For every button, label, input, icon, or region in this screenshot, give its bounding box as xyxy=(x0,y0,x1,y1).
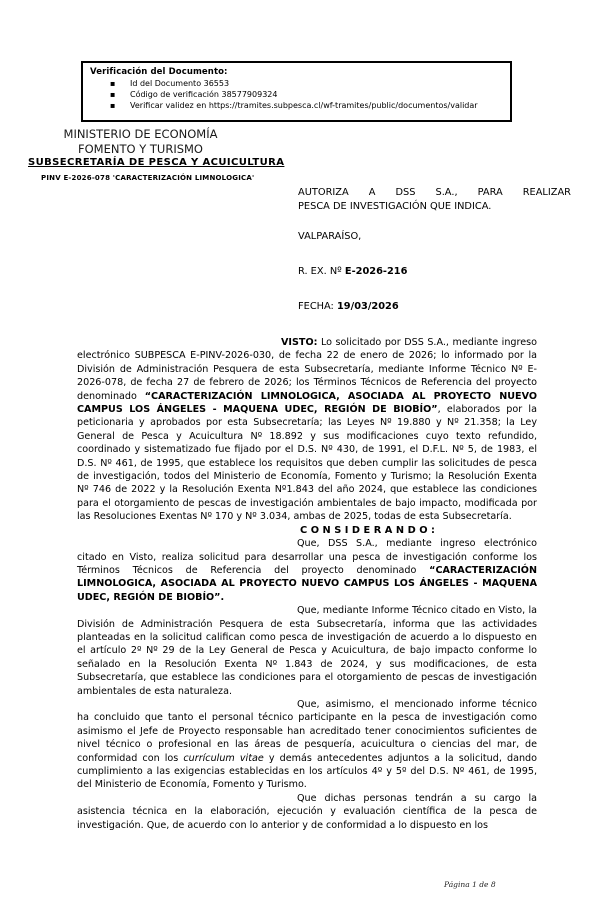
document-body xyxy=(77,336,537,832)
project-reference: PINV E-2026-078 'CARACTERIZACIÓN LIMNOLOGICA' xyxy=(41,174,255,182)
considerando-paragraph-3 xyxy=(77,698,537,792)
verification-title: Verificación del Documento: xyxy=(90,67,228,77)
considerando-p3-text-1: Que, asimismo, el mencionado informe técnico ha concluido que tanto el personal técnico participante en la pesca de investigación como asimismo el Jefe de Proyecto responsable han acreditado tener conocimientos suficientes de nivel técnico o profesional en las áreas de pesquería, acuicultura o ciencias del mar, de conformidad con los xyxy=(77,698,537,764)
considerando-paragraph-1 xyxy=(77,537,537,604)
department-title: SUBSECRETARÍA DE PESCA Y ACUICULTURA xyxy=(28,157,285,168)
considerando-p3-text-2: y demás antecedentes adjuntos a la solicitud, dando cumplimiento a las exigencias establecidas en los artículos 4º y 5º del D.S. Nº 461, de 1995, del Ministerio de Economía, Fomento y Turismo. xyxy=(77,752,537,791)
resolution-number-line xyxy=(298,266,407,277)
resolution-label: R. EX. Nº xyxy=(298,266,345,277)
visto-label: VISTO: xyxy=(281,337,318,348)
visto-paragraph xyxy=(77,336,537,524)
visto-project-name: “CARACTERIZACIÓN LIMNOLOGICA, ASOCIADA AL PROYECTO NUEVO CAMPUS LOS ÁNGELES - MAQUENA UDEC, REGIÓN DE BIOBÍO” xyxy=(77,390,538,416)
city-line: VALPARAÍSO, xyxy=(298,231,362,242)
curriculum-vitae-italic: currículum vitae xyxy=(183,752,264,764)
considerando-heading: CONSIDERANDO: xyxy=(300,524,439,536)
visto-text-1: Lo solicitado por DSS S.A., mediante ingreso electrónico SUBPESCA E-PINV-2026-030, de fecha 22 de enero de 2026; lo informado por la División de Administración Pesquera de esta Subsecretaría, mediante Informe Técnico Nº E-2026-078, de fecha 27 de febrero de 2026; los Términos Técnicos de Referencia del proyecto denominado xyxy=(77,337,537,402)
visto-text-2: , elaborados por la peticionaria y aprobados por esta Subsecretaría; las Leyes Nº 19.880 y Nº 21.358; la Ley General de Pesca y Acuicultura Nº 18.892 y sus modificaciones cuyo texto refundido, coordinado y sistematizado fue fijado por el D.S. Nº 430, de 1991, el D.F.L. Nº 5, de 1983, el D.S. Nº 461, de 1995, que establece los requisitos que deben cumplir las solicitudes de pesca de investigación, todos del Ministerio de Economía, Fomento y Turismo; la Resolución Exenta Nº 746 de 2022 y la Resolución Exenta Nº1.843 del año 2024, que establece las condiciones para el otorgamiento de pescas de investigación ambientales de bajo impacto, modificada por las Resoluciones Exentas Nº 170 y Nº 3.034, ambas de 2025, todas de esta Subsecretaría. xyxy=(77,404,537,523)
verification-item-document-id: ▪ Id del Documento 36553 xyxy=(130,78,504,89)
ministry-letterhead xyxy=(63,127,218,157)
verification-list xyxy=(83,78,510,111)
page-number-indicator: Página 1 de 8 xyxy=(444,880,496,889)
considerando-paragraph-2: Que, mediante Informe Técnico citado en Visto, la División de Administración Pesquera de esta Subsecretaría, informa que las actividades planteadas en la solicitud califican como pesca de investigación de acuerdo a lo dispuesto en el artículo 2º Nº 29 de la Ley General de Pesca y Acuicultura, de bajo impacto conforme lo señalado en la Resolución Exenta Nº 1.843 de 2024, y sus modificaciones, de esta Subsecretaría, que establece las condiciones para el otorgamiento de pescas de investigación ambientales de esta naturaleza. xyxy=(77,605,537,697)
verification-item-validate-url: ▪ Verificar validez en https://tramites.subpesca.cl/wf-tramites/public/documentos/validar xyxy=(130,100,504,111)
ministry-line2: FOMENTO Y TURISMO xyxy=(78,142,203,156)
date-label: FECHA: xyxy=(298,301,337,312)
ministry-line1: MINISTERIO DE ECONOMÍA xyxy=(63,127,218,141)
date-value: 19/03/2026 xyxy=(336,301,399,312)
date-line xyxy=(298,301,399,312)
subject-block xyxy=(298,186,571,213)
subject-line1: AUTORIZA A DSS S.A., PARA REALIZAR xyxy=(298,187,571,198)
verification-box xyxy=(81,61,512,122)
considerando-paragraph-4: Que dichas personas tendrán a su cargo la asistencia técnica en la elaboración, ejecución y evaluación científica de la pesca de investigación. Que, de acuerdo con lo anterior y de conformidad a lo dispuesto en los xyxy=(77,792,537,831)
verification-item-code: ▪ Código de verificación 38577909324 xyxy=(130,89,504,100)
considerando-p1-project-name: “CARACTERIZACIÓN LIMNOLOGICA, ASOCIADA AL PROYECTO NUEVO CAMPUS LOS ÁNGELES - MAQUENA UDEC, REGIÓN DE BIOBÍO”. xyxy=(77,564,537,603)
resolution-number: E-2026-216 xyxy=(344,266,408,277)
considerando-p1-text: Que, DSS S.A., mediante ingreso electrónico citado en Visto, realiza solicitud para desarrollar una pesca de investigación conforme los Términos Técnicos de Referencia del proyecto denominado xyxy=(77,538,537,576)
subject-line2: PESCA DE INVESTIGACIÓN QUE INDICA. xyxy=(298,200,492,212)
